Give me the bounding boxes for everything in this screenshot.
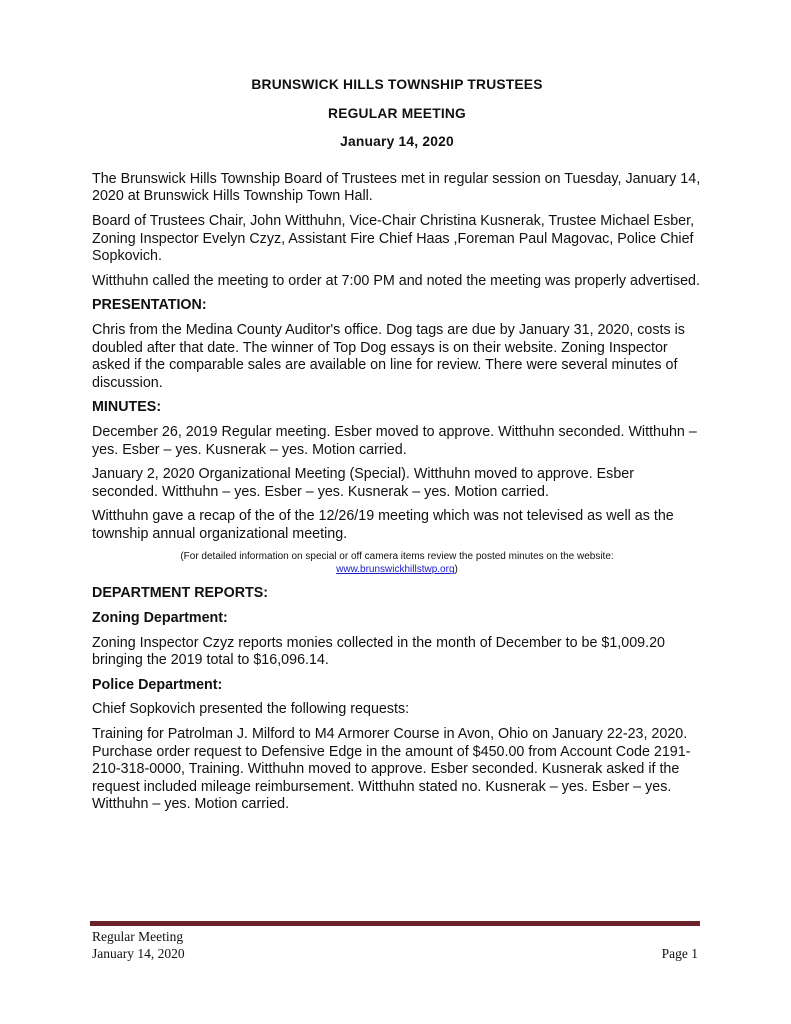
minutes-recap-paragraph: Witthuhn gave a recap of the of the 12/26/19 meeting which was not televised as well as the township annual organizational meeting. [92, 508, 674, 542]
website-note [92, 550, 702, 576]
document-title: BRUNSWICK HILLS TOWNSHIP TRUSTEES [251, 77, 543, 92]
footer-date: January 14, 2020 [92, 946, 185, 961]
website-note-close: ) [454, 564, 458, 576]
footer-divider [90, 921, 700, 926]
document-subtitle: REGULAR MEETING [328, 105, 466, 121]
police-training-paragraph: Training for Patrolman J. Milford to M4 Armorer Course in Avon, Ohio on January 22-23, 2020. Purchase order request to Defensive Edge in the amount of $450.00 from Account Code 2191-210-318-0000, Training. Witthuhn moved to approve. Esber seconded. Kusnerak asked if the request included mileage reimbursement. Witthuhn stated no. Kusnerak – yes. Esber – yes. Witthuhn – yes. Motion carried. [92, 726, 691, 813]
minutes-paragraph-dec26: December 26, 2019 Regular meeting. Esber moved to approve. Witthuhn seconded. Witthuhn – yes. Esber – yes. Kusnerak – yes. Motion carried. [92, 423, 697, 458]
attendance-paragraph: Board of Trustees Chair, John Witthuhn, Vice-Chair Christina Kusnerak, Trustee Michael Esber, Zoning Inspector Evelyn Czyz, Assistant Fire Chief Haas ,Foreman Paul Magovac, Police Chief Sopkovich. [92, 212, 695, 265]
website-note-text: (For detailed information on special or off camera items review the posted minutes on the website: [180, 551, 614, 563]
presentation-paragraph: Chris from the Medina County Auditor's office. Dog tags are due by January 31, 2020, costs is doubled after that date. The winner of Top Dog essays is on their website. Zoning Inspector asked if the comparable sales are available on line for review. There were several minutes of discussion. [92, 321, 685, 391]
minutes-paragraph-jan2: January 2, 2020 Organizational Meeting (Special). Witthuhn moved to approve. Esber seconded. Witthuhn – yes. Esber – yes. Kusnerak – yes. Motion carried. [92, 466, 634, 500]
website-link[interactable]: www.brunswickhillstwp.org [336, 564, 455, 576]
zoning-department-heading: Zoning Department: [92, 610, 228, 627]
minutes-heading: MINUTES: [92, 399, 162, 416]
page-number: Page 1 [661, 946, 698, 961]
police-department-heading: Police Department: [92, 676, 223, 693]
document-body [92, 76, 702, 821]
presentation-heading: PRESENTATION: [92, 297, 207, 314]
document-date: January 14, 2020 [340, 134, 454, 150]
call-to-order-paragraph: Witthuhn called the meeting to order at 7:00 PM and noted the meeting was properly advertised. [92, 272, 700, 289]
zoning-report-paragraph: Zoning Inspector Czyz reports monies collected in the month of December to be $1,009.20 bringing the 2019 total to $16,096.14. [92, 634, 665, 669]
police-intro-paragraph: Chief Sopkovich presented the following requests: [92, 701, 410, 718]
intro-paragraph: The Brunswick Hills Township Board of Trustees met in regular session on Tuesday, January 14, 2020 at Brunswick Hills Township Town Hall. [92, 170, 701, 205]
footer-meeting-label: Regular Meeting [92, 929, 184, 944]
page-footer [92, 928, 698, 962]
department-reports-heading: DEPARTMENT REPORTS: [92, 585, 269, 602]
